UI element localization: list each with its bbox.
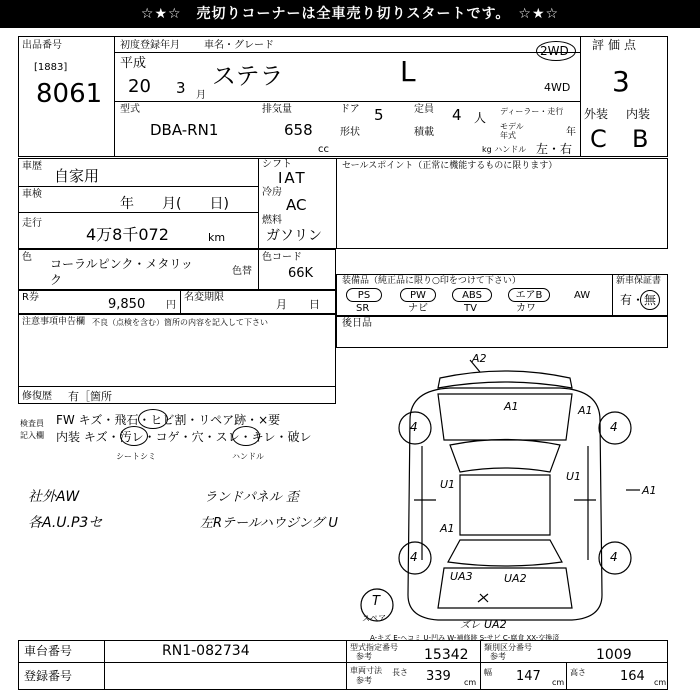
- notes-label: 注意事項申告欄: [22, 317, 86, 327]
- diagram-mark-top: A2: [472, 352, 487, 365]
- equipment-leather: カワ: [516, 303, 536, 314]
- registration-era: 平成: [120, 56, 147, 71]
- divider: [114, 36, 115, 157]
- divider: [18, 386, 336, 387]
- diagram-wheel-fr: 4: [610, 420, 618, 434]
- equipment-aw: AW: [574, 290, 591, 301]
- dims-label: 車両寸法: [350, 666, 382, 675]
- shift-label: シフト: [262, 159, 292, 170]
- divider: [566, 662, 567, 690]
- doors-shape-label: 形状: [340, 127, 360, 138]
- lot-label: 出品番号: [22, 40, 62, 51]
- engine-value: 658: [284, 121, 313, 139]
- diagram-mark-rear-l: UA3: [450, 570, 473, 583]
- equipment-navi: ナビ: [408, 303, 428, 314]
- dims-height-label: 高さ: [570, 668, 586, 677]
- capacity-value: 4: [452, 106, 462, 124]
- car-name-label: 車名・グレード: [204, 40, 274, 51]
- dims-sub: 参考: [356, 676, 372, 685]
- chassis-label: 車台番号: [24, 644, 73, 658]
- model-value: DBA-RN1: [150, 121, 219, 139]
- ext-label: 外装: [584, 107, 609, 121]
- registration-label: 初度登録年月: [120, 40, 180, 51]
- color-code: 66K: [288, 266, 314, 281]
- diagram-mark-bottom: UA2: [484, 618, 507, 631]
- ac-label: 冷房: [262, 187, 282, 198]
- diagram-spare: T: [372, 594, 380, 609]
- diagram-mark-rear-c: UA2: [504, 572, 527, 585]
- color-value: コーラルピンク・メタリック: [50, 257, 193, 287]
- model-label: 型式: [120, 104, 140, 115]
- inspector-label-2: 記入欄: [20, 431, 44, 440]
- diagram-mark-bottom-l: ズレ: [460, 620, 480, 631]
- equipment-tv: TV: [464, 303, 477, 314]
- diagram-mark-hood-r: A1: [578, 404, 593, 417]
- dims-height-unit: cm: [654, 678, 667, 687]
- repair-label: 修復歴: [22, 391, 52, 402]
- inspector-line-2: 内装 キズ・汚レ・コゲ・穴・スレ・キレ・破レ: [56, 430, 312, 444]
- plate-label: 登録番号: [24, 669, 73, 683]
- dims-height: 164: [620, 669, 645, 684]
- engine-label: 排気量: [262, 104, 292, 115]
- diagram-wheel-rl: 4: [410, 550, 418, 564]
- drive-4wd: 4WD: [544, 81, 571, 94]
- divider: [18, 662, 668, 663]
- divider: [346, 640, 347, 690]
- doors-value: 5: [374, 106, 384, 124]
- handwritten-line-2: 各A.U.P3セ: [28, 515, 103, 531]
- dealer-year-unit: 年: [566, 127, 576, 138]
- ext-value: C: [590, 125, 607, 153]
- color-code-sub-label: 色コード: [262, 252, 302, 263]
- lot-number: 8061: [36, 79, 103, 109]
- divider: [258, 249, 259, 290]
- diagram-wheel-rr: 4: [610, 550, 618, 564]
- type-no-sub: 参考: [356, 652, 372, 661]
- class-no-sub: 参考: [490, 652, 506, 661]
- mileage-value: 4万8千072: [86, 225, 169, 244]
- sales-point-label: セールスポイント（正常に機能するものに限ります）: [342, 161, 558, 171]
- inspector-line-1: FW キズ・飛石・ヒビ割・リペア跡・×要: [56, 413, 281, 427]
- usage-label: 車歴: [22, 161, 42, 172]
- type-no-label: 型式指定番号: [350, 643, 398, 652]
- lot-sub: [1883]: [34, 62, 68, 73]
- inspector-label-1: 検査員: [20, 419, 44, 428]
- usage-value: 自家用: [54, 167, 100, 185]
- int-label: 内装: [626, 107, 651, 121]
- divider: [612, 274, 613, 316]
- capacity-label: 定員: [414, 104, 434, 115]
- equipment-ps: PS: [346, 288, 382, 302]
- divider: [580, 36, 581, 157]
- fuel-value: ガソリン: [266, 228, 322, 244]
- notes-sub: 不良（点検を含む）箇所の内容を記入して下さい: [92, 318, 268, 327]
- divider: [104, 640, 105, 690]
- dims-length-unit: cm: [464, 678, 477, 687]
- name-change-label: 名変期限: [184, 292, 224, 303]
- legend: A-キズ E-ヘコミ U-凹み W-補修跡 S-サビ C-腐食 XX-交換済: [370, 634, 560, 642]
- inspector-note-2: ハンドル: [232, 452, 264, 461]
- dealer-model-label: モデル: [500, 122, 524, 131]
- recycle-value: 9,850: [108, 297, 146, 312]
- doors-label: ドア: [340, 104, 360, 115]
- diagram-mark-right-out: A1: [642, 484, 657, 497]
- handwritten-line-1: 社外AW: [28, 489, 80, 505]
- engine-unit: cc: [318, 144, 329, 155]
- eval-label: 評価点: [592, 38, 641, 52]
- divider: [480, 640, 481, 690]
- recycle-label: R券: [22, 292, 39, 303]
- class-no-value: 1009: [596, 647, 632, 663]
- divider: [114, 101, 580, 102]
- warranty-value: 有・無: [620, 293, 657, 307]
- steering-value: 左・右: [536, 142, 573, 156]
- registration-month-unit: 月: [196, 90, 206, 101]
- recycle-unit: 円: [166, 300, 176, 311]
- banner: ☆★☆ 売切りコーナーは全車売り切りスタートです。 ☆★☆: [0, 0, 700, 28]
- inspector-circle-flying-stone: [138, 409, 168, 429]
- dims-width: 147: [516, 669, 541, 684]
- diagram-spare-label: スペア: [362, 614, 386, 623]
- mileage-label: 走行: [22, 218, 42, 229]
- type-no-value: 15342: [424, 647, 469, 663]
- inspector-circle-stain: [120, 426, 148, 446]
- diagram-mark-left-door-2: A1: [440, 522, 455, 535]
- diagram-mark-right-door: U1: [566, 470, 582, 483]
- registration-month: 3: [176, 79, 186, 97]
- car-diagram: [340, 350, 670, 640]
- rear-seat-label: 後日品: [342, 318, 372, 329]
- dims-width-label: 幅: [484, 668, 492, 677]
- capacity-unit: 人: [474, 111, 487, 125]
- name-change-value: 月 日: [276, 298, 320, 311]
- registration-year: 20: [128, 76, 151, 97]
- class-no-label: 類別区分番号: [484, 643, 532, 652]
- equipment-airbag: エアB: [508, 288, 550, 302]
- mileage-unit: km: [208, 231, 226, 244]
- ac-value: AC: [286, 196, 307, 214]
- divider: [180, 290, 181, 314]
- steering-label: kg ハンドル: [482, 145, 527, 154]
- warranty-circle: [640, 290, 660, 310]
- dealer-label: ディーラー・走行: [500, 107, 564, 116]
- diagram-mark-left-door: U1: [440, 478, 456, 491]
- color-label: 色: [22, 252, 32, 263]
- car-name: ステラ: [212, 62, 284, 90]
- dims-length: 339: [426, 669, 451, 684]
- inspector-circle-scuff: [232, 426, 260, 446]
- int-value: B: [632, 125, 649, 153]
- repair-value: 有［箇所: [68, 390, 112, 403]
- equipment-pw: PW: [400, 288, 436, 302]
- color-code-label: 色替: [232, 266, 252, 277]
- inspection-value: 年 月( 日): [120, 196, 229, 212]
- car-grade: L: [400, 55, 416, 88]
- divider: [336, 158, 337, 249]
- equipment-abs: ABS: [452, 288, 492, 302]
- capacity-load-label: 積載: [414, 127, 434, 138]
- bottom-frame: [18, 640, 668, 690]
- divider: [258, 158, 259, 249]
- dealer-year-label: 年式: [500, 131, 516, 140]
- warranty-label: 新車保証書: [616, 276, 662, 286]
- eval-value: 3: [612, 65, 630, 98]
- equipment-sr: SR: [356, 303, 370, 314]
- divider: [114, 52, 580, 53]
- divider: [18, 186, 258, 187]
- diagram-mark-hood-l: A1: [504, 400, 519, 413]
- chassis-value: RN1-082734: [162, 643, 250, 659]
- rear-seat-frame: [336, 316, 668, 348]
- dims-length-label: 長さ: [392, 668, 408, 677]
- dims-width-unit: cm: [552, 678, 565, 687]
- shift-value: IAT: [278, 169, 307, 187]
- equipment-label: 装備品（純正品に限り○印をつけて下さい）: [342, 276, 521, 286]
- diagram-wheel-fl: 4: [410, 420, 418, 434]
- handwritten-line-4: 左Rテールハウジング U: [200, 516, 338, 531]
- inspection-label: 車検: [22, 189, 42, 200]
- handwritten-line-3: ランドパネル 歪: [204, 490, 299, 505]
- inspector-note-1: シートシミ: [116, 452, 156, 461]
- drive-2wd: 2WD: [540, 44, 569, 58]
- fuel-label: 燃料: [262, 215, 282, 226]
